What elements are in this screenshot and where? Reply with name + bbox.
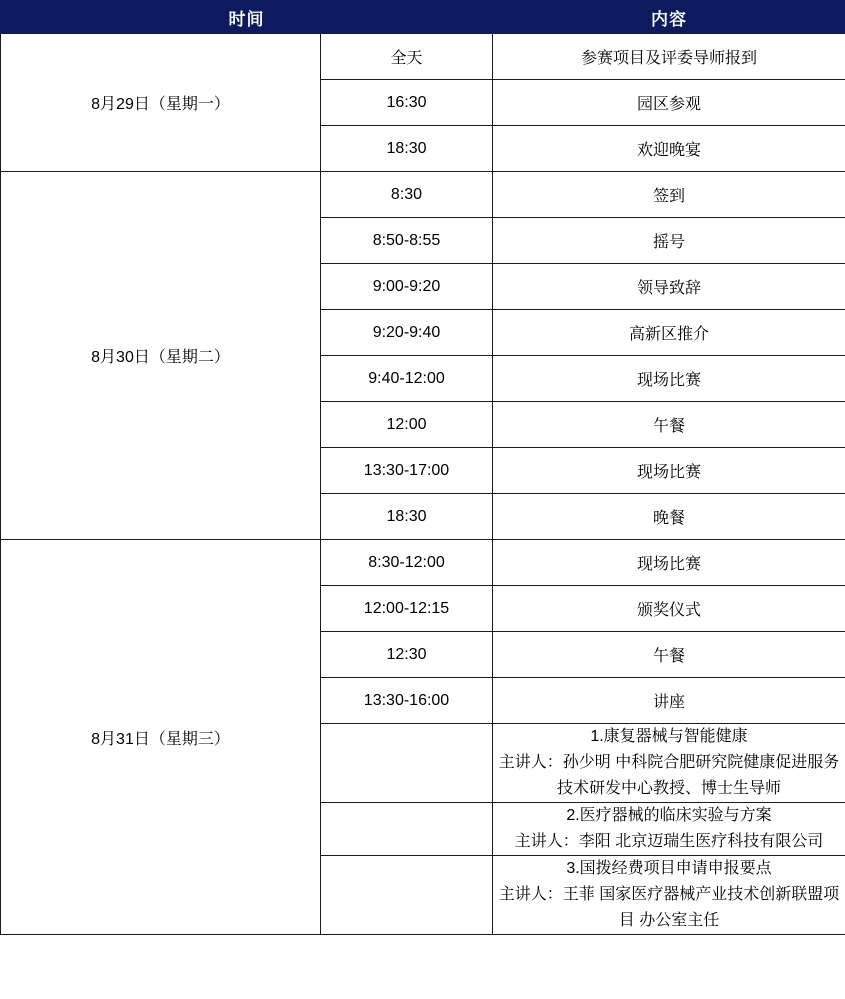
time-cell: 9:40-12:00 bbox=[321, 356, 493, 402]
time-cell: 18:30 bbox=[321, 494, 493, 540]
date-cell-day2: 8月30日（星期二） bbox=[1, 172, 321, 540]
time-cell: 16:30 bbox=[321, 80, 493, 126]
time-cell: 12:30 bbox=[321, 632, 493, 678]
content-cell: 高新区推介 bbox=[493, 310, 845, 356]
content-cell: 晚餐 bbox=[493, 494, 845, 540]
time-cell: 12:00-12:15 bbox=[321, 586, 493, 632]
content-cell: 参赛项目及评委导师报到 bbox=[493, 34, 845, 80]
content-cell: 讲座 bbox=[493, 678, 845, 724]
content-cell: 签到 bbox=[493, 172, 845, 218]
content-cell: 园区参观 bbox=[493, 80, 845, 126]
lecture-cell bbox=[493, 724, 845, 803]
table-header-row bbox=[1, 1, 845, 34]
content-cell: 欢迎晚宴 bbox=[493, 126, 845, 172]
time-cell: 13:30-16:00 bbox=[321, 678, 493, 724]
content-cell: 摇号 bbox=[493, 218, 845, 264]
lecture-speaker: 主讲人：孙少明 中科院合肥研究院健康促进服务技术研发中心教授、博士生导师 bbox=[498, 754, 840, 797]
time-cell: 8:30 bbox=[321, 172, 493, 218]
content-cell: 现场比赛 bbox=[493, 448, 845, 494]
lecture-cell bbox=[493, 803, 845, 856]
time-cell: 8:30-12:00 bbox=[321, 540, 493, 586]
table-row bbox=[1, 34, 845, 80]
date-cell-day3: 8月31日（星期三） bbox=[1, 540, 321, 935]
content-cell: 现场比赛 bbox=[493, 540, 845, 586]
content-cell: 现场比赛 bbox=[493, 356, 845, 402]
time-cell: 13:30-17:00 bbox=[321, 448, 493, 494]
time-cell: 8:50-8:55 bbox=[321, 218, 493, 264]
time-cell bbox=[321, 724, 493, 803]
lecture-cell bbox=[493, 856, 845, 935]
table-row bbox=[1, 172, 845, 218]
time-cell: 9:20-9:40 bbox=[321, 310, 493, 356]
header-content: 内容 bbox=[493, 1, 845, 34]
time-cell: 18:30 bbox=[321, 126, 493, 172]
lecture-title: 1.康复器械与智能健康 bbox=[590, 728, 748, 745]
time-cell: 9:00-9:20 bbox=[321, 264, 493, 310]
table-row bbox=[1, 540, 845, 586]
time-cell bbox=[321, 803, 493, 856]
content-cell: 领导致辞 bbox=[493, 264, 845, 310]
content-cell: 午餐 bbox=[493, 632, 845, 678]
time-cell bbox=[321, 856, 493, 935]
time-cell: 全天 bbox=[321, 34, 493, 80]
lecture-speaker: 主讲人：王菲 国家医疗器械产业技术创新联盟项目 办公室主任 bbox=[498, 886, 840, 929]
content-cell: 午餐 bbox=[493, 402, 845, 448]
date-cell-day1: 8月29日（星期一） bbox=[1, 34, 321, 172]
lecture-speaker: 主讲人：李阳 北京迈瑞生医疗科技有限公司 bbox=[514, 833, 824, 850]
time-cell: 12:00 bbox=[321, 402, 493, 448]
lecture-title: 2.医疗器械的临床实验与方案 bbox=[566, 807, 772, 824]
content-cell: 颁奖仪式 bbox=[493, 586, 845, 632]
lecture-title: 3.国拨经费项目申请申报要点 bbox=[566, 860, 772, 877]
header-time: 时间 bbox=[1, 1, 493, 34]
